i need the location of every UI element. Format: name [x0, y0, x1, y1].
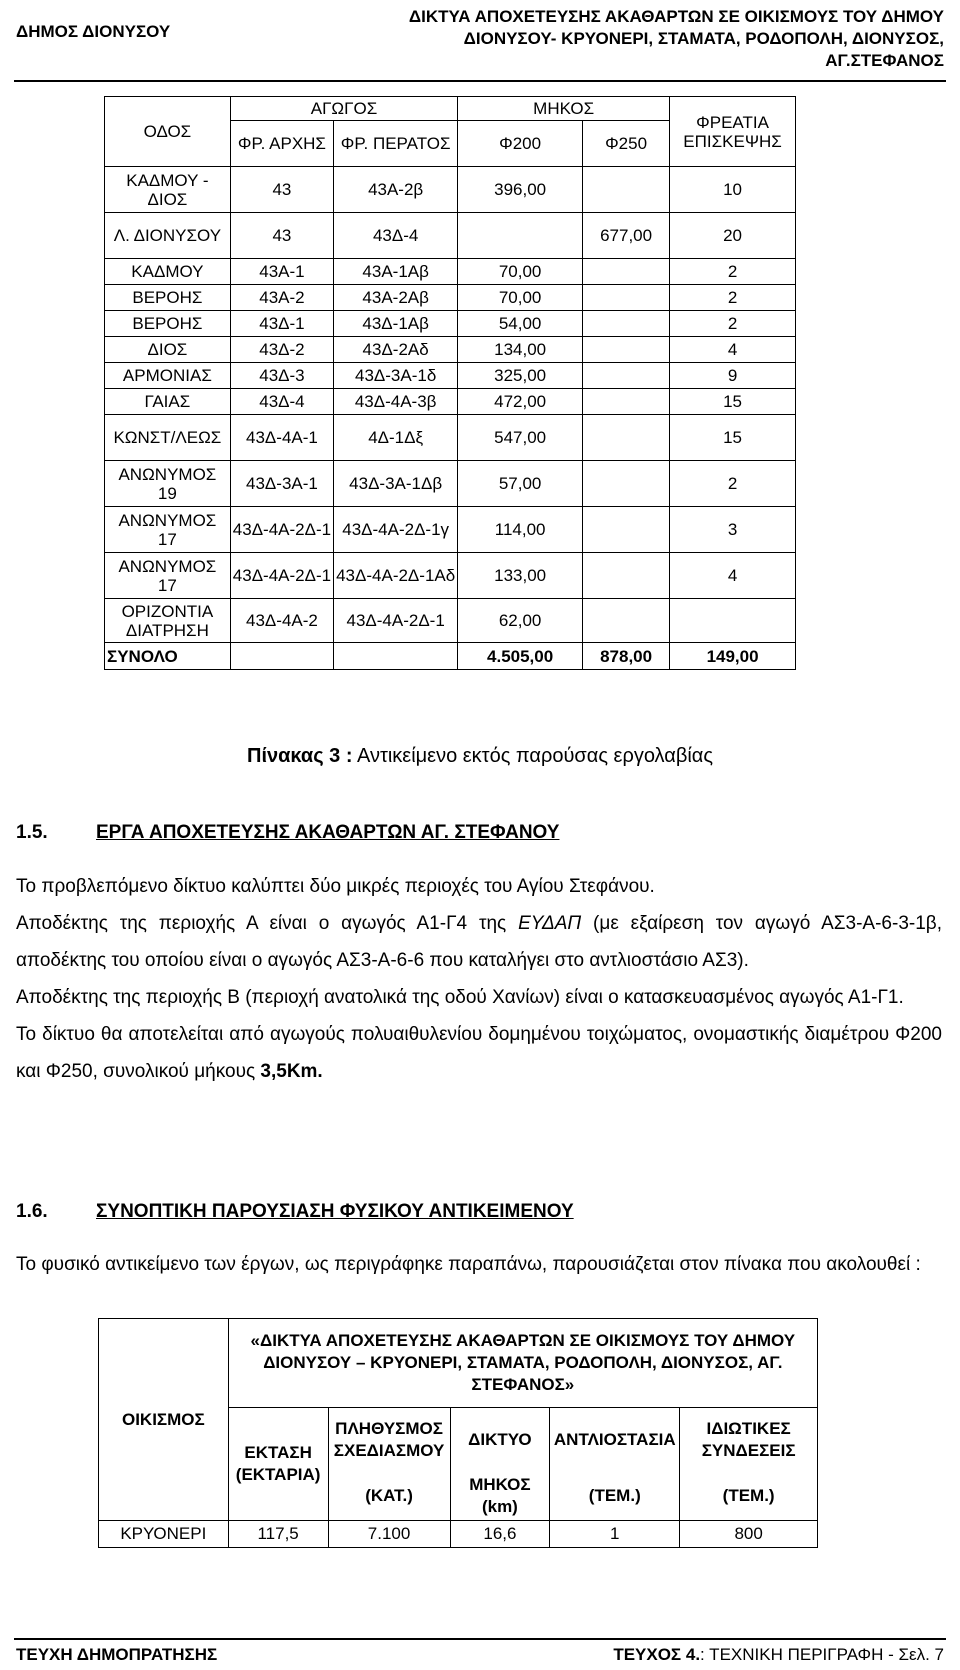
table-row	[99, 1521, 818, 1548]
cell-peras: 43Δ-4Α-2Δ-1Αδ	[334, 553, 458, 599]
cell-peras: 4Δ-1Δξ	[334, 415, 458, 461]
cell-arxi: 43Δ-4Α-1	[230, 415, 333, 461]
cell-odos: ΚΩΝΣΤ/ΛΕΩΣ	[105, 415, 231, 461]
header-syndeseis-unit: (ΤΕΜ.)	[680, 1472, 818, 1521]
total-f250: 878,00	[583, 643, 670, 670]
table-row	[105, 553, 796, 599]
section-title: ΕΡΓΑ ΑΠΟΧΕΤΕΥΣΗΣ ΑΚΑΘΑΡΤΩΝ ΑΓ. ΣΤΕΦΑΝΟΥ	[96, 822, 560, 843]
cell-odos: ΑΝΩΝΥΜΟΣ 17	[105, 507, 231, 553]
cell-f200: 70,00	[458, 285, 583, 311]
cell-f250	[583, 259, 670, 285]
header-ektasi: ΕΚΤΑΣΗ (ΕΚΤΑΡΙΑ)	[228, 1408, 328, 1521]
cell-f250	[583, 461, 670, 507]
cell-odos: ΓΑΙΑΣ	[105, 389, 231, 415]
streets-table	[104, 96, 796, 670]
cell-arxi: 43Α-2	[230, 285, 333, 311]
header-mikos: ΜΗΚΟΣ	[458, 97, 670, 121]
cell-freatia: 4	[670, 553, 796, 599]
cell-f200: 547,00	[458, 415, 583, 461]
section-heading-1-5	[16, 822, 559, 844]
paragraph: Το προβλεπόμενο δίκτυο καλύπτει δύο μικρές περιοχές του Αγίου Στεφάνου.	[16, 876, 655, 897]
cell-f250	[583, 337, 670, 363]
summary-table	[98, 1318, 818, 1548]
table-row	[105, 337, 796, 363]
cell-arxi: 43Δ-4Α-2	[230, 599, 333, 643]
header-project-title	[344, 6, 944, 72]
table-row	[105, 213, 796, 259]
cell-diktyo: 16,6	[450, 1521, 550, 1548]
cell-odos: ΑΡΜΟΝΙΑΣ	[105, 363, 231, 389]
streets-table-body	[105, 167, 796, 643]
cell-f250	[583, 167, 670, 213]
cell-freatia: 2	[670, 311, 796, 337]
summary-table-body	[99, 1521, 818, 1548]
header-antliostasia: ΑΝΤΛΙΟΣΤΑΣΙΑ	[550, 1408, 680, 1473]
text-run: Το δίκτυο θα αποτελείται από αγωγούς πολυαιθυλενίου δομημένου τοιχώματος, ονομαστικής διαμέτρου Φ200 και Φ250, συνολικού μήκους	[16, 1024, 942, 1082]
header-agogos: ΑΓΩΓΟΣ	[230, 97, 457, 121]
total-length: 3,5Km.	[260, 1061, 323, 1082]
header-title-line-3: ΑΓ.ΣΤΕΦΑΝΟΣ	[825, 51, 944, 70]
cell-freatia: 4	[670, 337, 796, 363]
header-municipality: ΔΗΜΟΣ ΔΙΟΝΥΣΟΥ	[16, 22, 171, 41]
header-syndeseis: ΙΔΙΩΤΙΚΕΣ ΣΥΝΔΕΣΕΙΣ	[680, 1408, 818, 1473]
cell-odos: ΟΡΙΖΟΝΤΙΑ ΔΙΑΤΡΗΣΗ	[105, 599, 231, 643]
cell-peras: 43Δ-4Α-2Δ-1	[334, 599, 458, 643]
cell-arxi: 43Δ-1	[230, 311, 333, 337]
section-title: ΣΥΝΟΠΤΙΚΗ ΠΑΡΟΥΣΙΑΣΗ ΦΥΣΙΚΟΥ ΑΝΤΙΚΕΙΜΕΝΟΥ	[96, 1201, 574, 1222]
cell-f200: 70,00	[458, 259, 583, 285]
table-row	[105, 259, 796, 285]
cell-peras: 43Α-2Αβ	[334, 285, 458, 311]
header-diktyo: ΔΙΚΤΥΟ	[450, 1408, 550, 1473]
table-row	[105, 285, 796, 311]
cell-odos: ΑΝΩΝΥΜΟΣ 19	[105, 461, 231, 507]
footer-left: ΤΕΥΧΗ ΔΗΜΟΠΡΑΤΗΣΗΣ	[16, 1645, 218, 1664]
cell-f200: 396,00	[458, 167, 583, 213]
cell-f250	[583, 507, 670, 553]
cell-f250: 677,00	[583, 213, 670, 259]
cell-plithysmos: 7.100	[328, 1521, 450, 1548]
cell-arxi: 43Δ-3	[230, 363, 333, 389]
cell-f250	[583, 553, 670, 599]
cell-arxi: 43Δ-4Α-2Δ-1	[230, 507, 333, 553]
cell-freatia: 15	[670, 389, 796, 415]
eydap-italic: ΕΥΔΑΠ	[518, 913, 582, 934]
cell-f200: 62,00	[458, 599, 583, 643]
cell-odos: ΒΕΡΟΗΣ	[105, 311, 231, 337]
cell-f250	[583, 415, 670, 461]
section-heading-1-6	[16, 1201, 574, 1223]
cell-f200: 134,00	[458, 337, 583, 363]
cell-arxi: 43Α-1	[230, 259, 333, 285]
header-f200: Φ200	[458, 121, 583, 167]
cell-arxi: 43Δ-4Α-2Δ-1	[230, 553, 333, 599]
cell-odos: ΔΙΟΣ	[105, 337, 231, 363]
cell-syndeseis: 800	[680, 1521, 818, 1548]
header-arxis: ΦΡ. ΑΡΧΗΣ	[230, 121, 333, 167]
cell-freatia	[670, 599, 796, 643]
cell-freatia: 20	[670, 213, 796, 259]
header-peratos: ΦΡ. ΠΕΡΑΤΟΣ	[334, 121, 458, 167]
cell-freatia: 2	[670, 259, 796, 285]
text-run: (με εξαίρεση τον αγωγό ΑΣ3-Α-6-3-1β, αποδέκτης του οποίου είναι ο αγωγός ΑΣ3-Α-6-6 που καταλήγει στο αντλιοστάσιο ΑΣ3).	[16, 913, 942, 971]
total-empty	[334, 643, 458, 670]
header-plithysmos-unit: (ΚΑΤ.)	[328, 1472, 450, 1521]
footer-volume: ΤΕΥΧΟΣ 4.	[613, 1645, 701, 1664]
table-caption	[0, 745, 960, 768]
total-f200: 4.505,00	[458, 643, 583, 670]
cell-f200: 133,00	[458, 553, 583, 599]
cell-odos: ΒΕΡΟΗΣ	[105, 285, 231, 311]
cell-peras: 43Δ-4Α-3β	[334, 389, 458, 415]
cell-arxi: 43	[230, 167, 333, 213]
total-empty	[230, 643, 333, 670]
cell-ektasi: 117,5	[228, 1521, 328, 1548]
cell-peras: 43Δ-2Αδ	[334, 337, 458, 363]
footer-page: : ΤΕΧΝΙΚΗ ΠΕΡΙΓΡΑΦΗ - Σελ. 7	[700, 1645, 944, 1664]
table-row	[105, 415, 796, 461]
cell-peras: 43Α-2β	[334, 167, 458, 213]
paragraph: Αποδέκτης της περιοχής Β (περιοχή ανατολικά της οδού Χανίων) είναι ο κατασκευασμένος αγωγός Α1-Γ1.	[16, 987, 904, 1008]
table-row	[105, 507, 796, 553]
cell-freatia: 2	[670, 285, 796, 311]
cell-f250	[583, 285, 670, 311]
table-row	[105, 363, 796, 389]
section-1-5-body	[16, 868, 942, 1090]
section-1-6-body	[16, 1246, 942, 1283]
table-row	[105, 461, 796, 507]
header-diktyo-unit: ΜΗΚΟΣ (km)	[450, 1472, 550, 1521]
header-oikismos: ΟΙΚΙΣΜΟΣ	[99, 1319, 229, 1521]
header-title-line-1: ΔΙΚΤΥΑ ΑΠΟΧΕΤΕΥΣΗΣ ΑΚΑΘΑΡΤΩΝ ΣΕ ΟΙΚΙΣΜΟΥΣ ΤΟΥ ΔΗΜΟΥ	[408, 7, 944, 26]
section-number: 1.5.	[16, 822, 48, 843]
cell-f250	[583, 363, 670, 389]
cell-odos: ΚΑΔΜΟΥ	[105, 259, 231, 285]
cell-freatia: 3	[670, 507, 796, 553]
total-label: ΣΥΝΟΛΟ	[105, 643, 231, 670]
cell-freatia: 2	[670, 461, 796, 507]
table-row	[105, 311, 796, 337]
cell-peras: 43Δ-4	[334, 213, 458, 259]
cell-f200: 325,00	[458, 363, 583, 389]
cell-f200: 114,00	[458, 507, 583, 553]
header-rule	[14, 80, 946, 82]
cell-odos: ΚΑΔΜΟΥ - ΔΙΟΣ	[105, 167, 231, 213]
paragraph: Το φυσικό αντικείμενο των έργων, ως περιγράφηκε παραπάνω, παρουσιάζεται στον πίνακα που ακολουθεί :	[16, 1254, 921, 1275]
section-number: 1.6.	[16, 1201, 48, 1222]
cell-antliostasia: 1	[550, 1521, 680, 1548]
cell-peras: 43Α-1Αβ	[334, 259, 458, 285]
table-row	[105, 167, 796, 213]
cell-peras: 43Δ-3Α-1Δβ	[334, 461, 458, 507]
cell-oikismos: ΚΡΥΟΝΕΡΙ	[99, 1521, 229, 1548]
cell-peras: 43Δ-3Α-1δ	[334, 363, 458, 389]
cell-f200: 54,00	[458, 311, 583, 337]
text-run: Αποδέκτης της περιοχής Α είναι ο αγωγός Α1-Γ4 της	[16, 913, 519, 934]
cell-f250	[583, 389, 670, 415]
cell-freatia: 10	[670, 167, 796, 213]
summary-title: «ΔΙΚΤΥΑ ΑΠΟΧΕΤΕΥΣΗΣ ΑΚΑΘΑΡΤΩΝ ΣΕ ΟΙΚΙΣΜΟΥΣ ΤΟΥ ΔΗΜΟΥ ΔΙΟΝΥΣΟΥ – ΚΡΥΟΝΕΡΙ, ΣΤΑΜΑΤΑ, ΡΟΔΟΠΟΛΗ, ΔΙΟΝΥΣΟΣ, ΑΓ. ΣΤΕΦΑΝΟΣ»	[228, 1319, 817, 1408]
cell-peras: 43Δ-4Α-2Δ-1γ	[334, 507, 458, 553]
cell-arxi: 43Δ-2	[230, 337, 333, 363]
cell-freatia: 15	[670, 415, 796, 461]
cell-f200: 472,00	[458, 389, 583, 415]
header-antliostasia-unit: (ΤΕΜ.)	[550, 1472, 680, 1521]
cell-f200	[458, 213, 583, 259]
header-odos: ΟΔΟΣ	[105, 97, 231, 167]
cell-arxi: 43Δ-3Α-1	[230, 461, 333, 507]
header-f250: Φ250	[583, 121, 670, 167]
cell-arxi: 43Δ-4	[230, 389, 333, 415]
paragraph	[16, 905, 942, 979]
header-title-line-2: ΔΙΟΝΥΣΟΥ- ΚΡΥΟΝΕΡΙ, ΣΤΑΜΑΤΑ, ΡΟΔΟΠΟΛΗ, ΔΙΟΝΥΣΟΣ,	[463, 29, 944, 48]
cell-freatia: 9	[670, 363, 796, 389]
header-freatia: ΦΡΕΑΤΙΑ ΕΠΙΣΚΕΨΗΣ	[670, 97, 796, 167]
paragraph	[16, 1016, 942, 1090]
cell-f250	[583, 311, 670, 337]
caption-text: Αντικείμενο εκτός παρούσας εργολαβίας	[352, 745, 713, 767]
total-freatia: 149,00	[670, 643, 796, 670]
footer-rule	[14, 1638, 946, 1640]
caption-label: Πίνακας 3 :	[247, 745, 353, 767]
cell-f200: 57,00	[458, 461, 583, 507]
table-row	[105, 599, 796, 643]
table-row	[105, 389, 796, 415]
cell-odos: Λ. ΔΙΟΝΥΣΟΥ	[105, 213, 231, 259]
header-plithysmos: ΠΛΗΘΥΣΜΟΣ ΣΧΕΔΙΑΣΜΟΥ	[328, 1408, 450, 1473]
footer-right	[613, 1645, 944, 1665]
cell-odos: ΑΝΩΝΥΜΟΣ 17	[105, 553, 231, 599]
cell-peras: 43Δ-1Αβ	[334, 311, 458, 337]
cell-f250	[583, 599, 670, 643]
cell-arxi: 43	[230, 213, 333, 259]
